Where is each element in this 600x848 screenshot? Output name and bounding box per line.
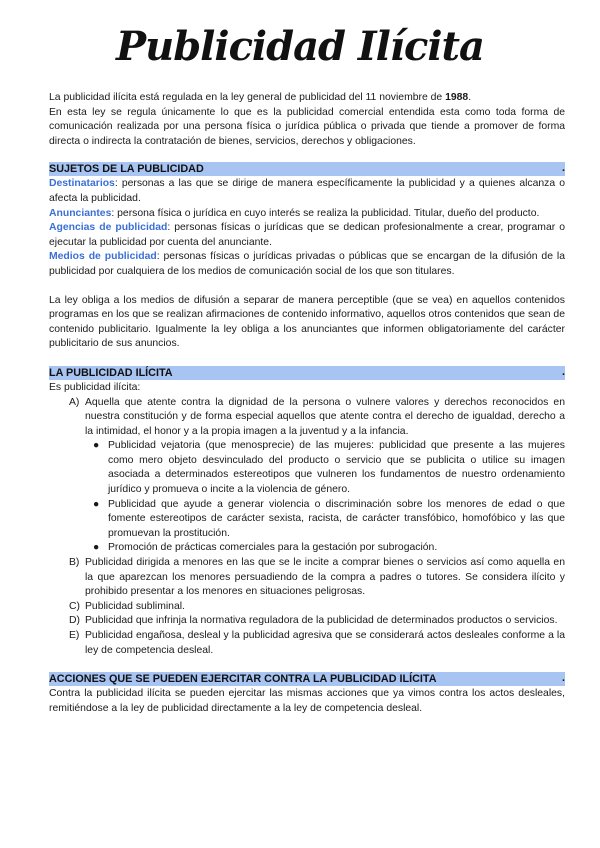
bullet-text: Publicidad que ayude a generar violencia o discriminación sobre los menores de edad o que fomente estereotipos de carácter sexista, racista, de carácter transfóbico, homofóbico y las que promuevan la prostitución. xyxy=(108,498,565,539)
list-item xyxy=(69,600,565,615)
list-item-text: Aquella que atente contra la dignidad de la persona o vulnere valores y derechos reconocidos en nuestra constitución y de forma especial aquellos que atente contra el derecho de igualdad, derecho a la intimidad, el honor y a la propia imagen a la juventud y a la infancia. xyxy=(85,396,565,437)
list-marker: A) xyxy=(69,396,80,408)
list-item xyxy=(69,556,565,600)
section-heading-dot: . xyxy=(562,365,565,378)
document-body xyxy=(49,91,565,716)
bullet-icon: ● xyxy=(93,440,100,452)
section-heading-ilicita xyxy=(49,366,565,380)
term-label: Destinatarios xyxy=(49,178,115,190)
list-marker: C) xyxy=(69,600,80,612)
list-marker: B) xyxy=(69,557,80,569)
list-item xyxy=(69,629,565,658)
list-item xyxy=(69,614,565,629)
intro-paragraph-2: En esta ley se regula únicamente lo que es la publicidad comercial entendida esta como toda forma de comunicación realizada por una persona física o jurídica pública o privada que tiende a promover de forma directa o indirecta la contratación de bienes, servicios, derechos y obligaciones. xyxy=(49,106,565,147)
term-label: Medios de publicidad xyxy=(49,251,157,263)
section-heading-acciones xyxy=(49,672,565,686)
definition-medios xyxy=(49,250,565,279)
term-definition: : personas físicas o jurídicas que se dedican profesionalmente a crear, programar o ejecutar la publicidad por cuenta del anunciante. xyxy=(49,222,565,248)
section-heading-sujetos xyxy=(49,162,565,176)
intro-paragraph-1 xyxy=(49,91,565,106)
bullet-icon: ● xyxy=(93,542,100,554)
list-item-text: Publicidad subliminal. xyxy=(85,600,185,612)
section-heading-text: SUJETOS DE LA PUBLICIDAD xyxy=(49,163,204,176)
illicit-list xyxy=(49,396,565,440)
section-heading-text: ACCIONES QUE SE PUEDEN EJERCITAR CONTRA LA PUBLICIDAD ILÍCITA xyxy=(49,673,437,686)
list-item xyxy=(69,396,565,440)
term-definition: : personas físicas o jurídicas privadas o públicas que se encargan de la difusión de la publicidad por cualquiera de los medios de comunicación social de los que son titulares. xyxy=(49,251,565,277)
term-definition: : personas a las que se dirige de manera específicamente la publicidad y a quienes alcanza o afecta la publicidad. xyxy=(49,178,565,204)
section-heading-dot: . xyxy=(562,672,565,685)
intro-year: 1988 xyxy=(445,92,469,103)
term-label: Anunciantes xyxy=(49,207,112,219)
list-item-text: Publicidad dirigida a menores en las que se le incite a comprar bienes o servicios así como aquella en la que aparezcan los menores persuadiendo de la compra a padres o tutores. Se considera ilícito y prohibido presentar a los menores en situaciones peligrosas. xyxy=(85,557,565,598)
intro-suffix: . xyxy=(468,92,472,103)
term-label: Agencias de publicidad xyxy=(49,222,168,234)
list-item-text: Publicidad engañosa, desleal y la publicidad agresiva que se considerará actos desleales conforme a la ley de competencia desleal. xyxy=(85,630,565,656)
section-heading-text: LA PUBLICIDAD ILÍCITA xyxy=(49,366,173,379)
definition-destinatarios xyxy=(49,177,565,206)
definition-anunciantes xyxy=(49,207,565,222)
sub-bullet-list xyxy=(49,439,565,556)
term-definition: : persona física o jurídica en cuyo interés se realiza la publicidad. Titular, dueño del producto. xyxy=(111,207,540,219)
bullet-icon: ● xyxy=(93,498,100,510)
bullet-text: Promoción de prácticas comerciales para la gestación por subrogación. xyxy=(108,542,438,554)
list-marker: E) xyxy=(69,630,80,641)
list-item-text: Publicidad que infrinja la normativa reguladora de la publicidad de determinados productos o servicios. xyxy=(85,615,558,627)
definition-agencias xyxy=(49,221,565,250)
bullet-item xyxy=(83,498,565,542)
list-marker: D) xyxy=(69,615,80,627)
page-title: Publicidad Ilícita xyxy=(116,23,484,70)
section2-lead: Es publicidad ilícita: xyxy=(49,381,141,393)
section1-paragraph: La ley obliga a los medios de difusión a separar de manera perceptible (que se vea) en aquellos contenidos programas en los que se realizan afirmaciones de contenido informativo, aquellos otros contenidos que sean de contenido publicitario. Igualmente la ley obliga a los anunciantes que informen obligatoriamente del carácter publicitario de sus anuncios. xyxy=(49,294,565,350)
section3-paragraph: Contra la publicidad ilícita se pueden ejercitar las mismas acciones que ya vimos contra los actos desleales, remitiéndose a la ley de publicidad directamente a la ley de competencia desleal. xyxy=(49,688,565,714)
bullet-text: Publicidad vejatoria (que menosprecie) de las mujeres: publicidad que presente a las mujeres como mero objeto desvinculado del producto o servicio que se publicita o utilice su imagen asociada a determinados estereotipos que vulneren los fundamentos de nuestro ordenamiento jurídico y promueva o incite a la violencia de género. xyxy=(108,440,565,496)
section-heading-dot: . xyxy=(562,162,565,175)
intro-text: La publicidad ilícita está regulada en la ley general de publicidad del 11 noviembre de xyxy=(49,92,446,103)
bullet-item xyxy=(83,439,565,497)
bullet-item xyxy=(83,541,565,556)
illicit-list-continued xyxy=(49,556,565,658)
